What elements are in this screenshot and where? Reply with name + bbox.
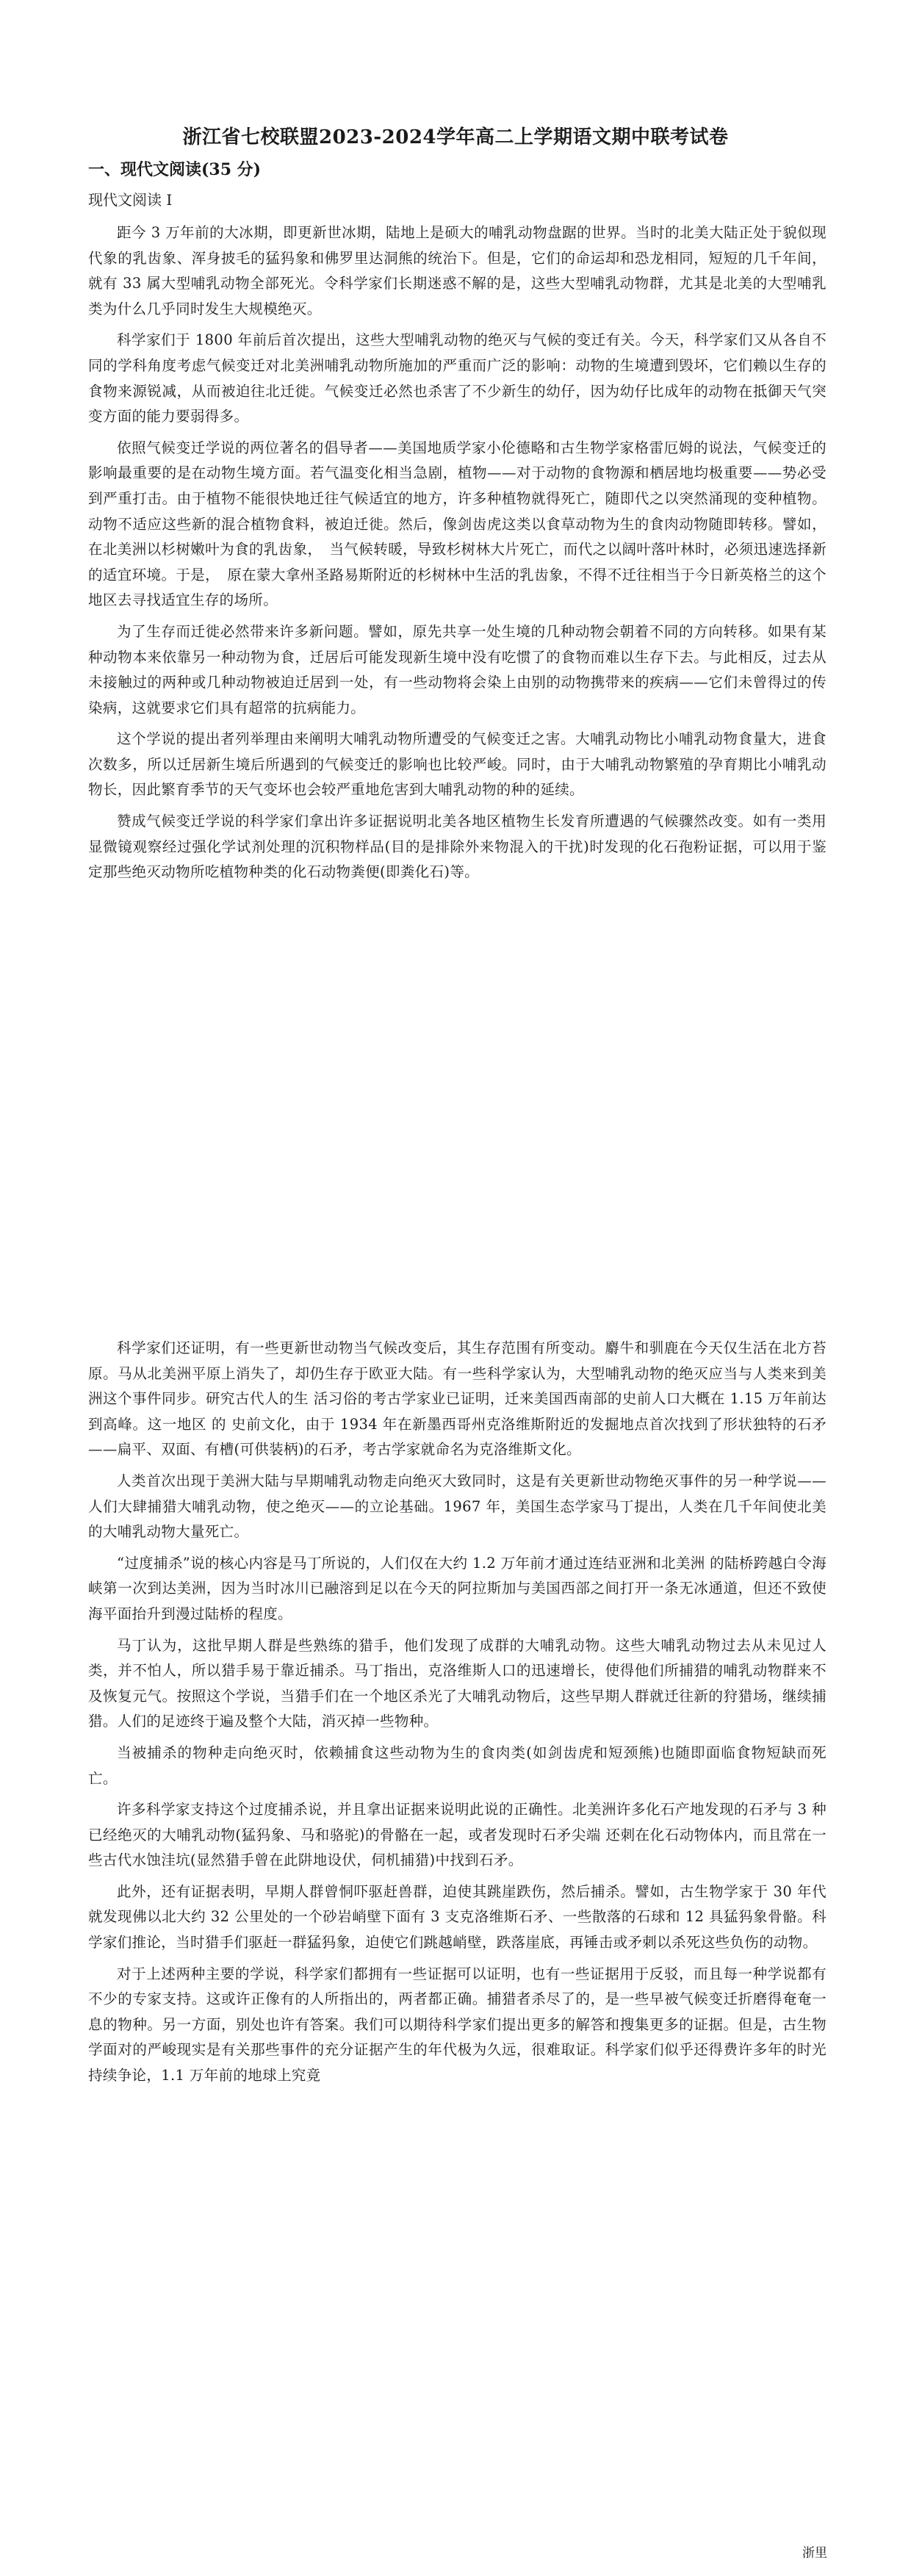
article-part-2 xyxy=(88,1336,827,2095)
paragraph: 此外，还有证据表明，早期人群曾恫吓驱赶兽群，迫使其跳崖跌伤，然后捕杀。譬如，古生物学家于 30 年代就发现佛以北大约 32 公里处的一个砂岩峭壁下面有 3 支克洛维斯石矛、一些散落的石球和 12 具猛犸象骨骼。科学家们推论，当时猎手们驱赶一群猛犸象，迫使它们跳越峭壁，跌落崖底，再锤击或矛刺以杀死这些负伤的动物。 xyxy=(88,1882,827,1951)
paragraph: 这个学说的提出者列举理由来阐明大哺乳动物所遭受的气候变迁之害。大哺乳动物比小哺乳动物食量大，进食次数多，所以迁居新生境后所遇到的气候变迁的影响也比较严峻。同时，由于大哺乳动物繁殖的孕育期比小哺乳动物长，因此繁育季节的天气变坏也会较严重地危害到大哺乳动物的种的延续。 xyxy=(88,730,827,799)
exam-title: 浙江省七校联盟2023-2024学年高二上学期语文期中联考试卷 xyxy=(182,126,729,148)
paragraph: 距今 3 万年前的大冰期，即更新世冰期，陆地上是硕大的哺乳动物盘踞的世界。当时的北美大陆正处于貌似现代象的乳齿象、浑身披毛的猛犸象和佛罗里达洞熊的统治下。但是，它们的命运却和恐龙相同，短短的几千年间，就有 33 属大型哺乳动物全部死光。令科学家们长期迷惑不解的是，这些大型哺乳动物群，尤其是北美的大型哺乳类为什么几乎同时发生大规模绝灭。 xyxy=(88,224,827,317)
paragraph: 为了生存而迁徙必然带来许多新问题。譬如，原先共享一处生境的几种动物会朝着不同的方向转移。如果有某种动物本来依靠另一种动物为食，迁居后可能发现新生境中没有吃惯了的食物而难以生存下去。与此相反，过去从未接触过的两种或几种动物被迫迁居到一处，有一些动物将会染上由别的动物携带来的疾病——它们未曾得过的传染病，这就要求它们具有超常的抗病能力。 xyxy=(88,622,827,716)
paragraph: 科学家们于 1800 年前后首次提出，这些大型哺乳动物的绝灭与气候的变迁有关。今天，科学家们又从各自不同的学科角度考虑气候变迁对北美洲哺乳动物所施加的严重而广泛的影响：动物的生境遭到毁坏，它们赖以生存的食物来源锐减，从而被迫往北迁徙。气候变迁必然也杀害了不少新生的幼仔，因为幼仔比成年的动物在抵御天气突变方面的能力要弱得多。 xyxy=(88,331,827,425)
paragraph: 许多科学家支持这个过度捕杀说，并且拿出证据来说明此说的正确性。北美洲许多化石产地发现的石矛与 3 种已经绝灭的大哺乳动物(猛犸象、马和骆驼)的骨骼在一起，或者发现时石矛尖端 还刺在化石动物体内，而且常在一些古代水蚀洼坑(显然猎手曾在此阱地设伏，伺机捕猎)中找到石矛。 xyxy=(88,1801,827,1869)
paragraph: “过度捕杀”说的核心内容是马丁所说的，人们仅在大约 1.2 万年前才通过连结亚洲和北美洲 的陆桥跨越白令海峡第一次到达美洲，因为当时冰川已融溶到足以在今天的阿拉斯加与美国西部之间打开一条无冰通道，但还不致使海平面抬升到漫过陆桥的程度。 xyxy=(88,1554,827,1622)
paragraph: 马丁认为，这批早期人群是些熟练的猎手，他们发现了成群的大哺乳动物。这些大哺乳动物过去从未见过人类，并不怕人，所以猎手易于靠近捕杀。马丁指出，克洛维斯人口的迅速增长，使得他们所捕猎的哺乳动物群来不及恢复元气。按照这个学说，当猎手们在一个地区杀光了大哺乳动物后，这些早期人群就迁往新的狩猎场，继续捕猎。人们的足迹终于遍及整个大陆，消灭掉一些物种。 xyxy=(88,1636,827,1730)
paragraph: 科学家们还证明，有一些更新世动物当气候改变后，其生存范围有所变动。麝牛和驯鹿在今天仅生活在北方苔原。马从北美洲平原上消失了，却仍生存于欧亚大陆。有一些科学家认为，大型哺乳动物的绝灭应当与人类来到美洲这个事件同步。研究古代人的生 活习俗的考古学家业已证明，迁来美国西南部的史前人口大概在 1.15 万年前达到高峰。这一地区 的 史前文化，由于 1934 年在新墨西哥州克洛维斯附近的发掘地点首次找到了形状独特的石矛——扁平、双面、有槽(可供装柄)的石矛，考古学家就命名为克洛维斯文化。 xyxy=(88,1339,827,1458)
article-part-1 xyxy=(88,220,827,891)
paragraph: 赞成气候变迁学说的科学家们拿出许多证据说明北美各地区植物生长发育所遭遇的气候骤然改变。如有一类用显微镜观察经过强化学试剂处理的沉积物样品(目的是排除外来物混入的干扰)时发现的化石孢粉证据，可以用于鉴定那些绝灭动物所吃植物种类的化石动物粪便(即粪化石)等。 xyxy=(88,813,827,881)
paragraph: 依照气候变迁学说的两位著名的倡导者——美国地质学家小伦德略和古生物学家格雷厄姆的说法，气候变迁的影响最重要的是在动物生境方面。若气温变化相当急剧，植物——对于动物的食物源和栖居地均极重要——势必受到严重打击。由于植物不能很快地迁往气候适宜的地方，许多种植物就得死亡，随即代之以突然涌现的变种植物。动物不适应这些新的混合植物食料，被迫迁徙。然后，像剑齿虎这类以食草动物为生的食肉动物随即转移。譬如，在北美洲以杉树嫩叶为食的乳齿象， 当气候转暖，导致杉树林大片死亡，而代之以阔叶落叶林时，必须迅速选择新的适宜环境。于是， 原在蒙大拿州圣路易斯附近的杉树林中生活的乳齿象，不得不迁往相当于今日新英格兰的这个地区去寻找适宜生存的场所。 xyxy=(88,439,827,609)
footer-mark: 浙里 xyxy=(802,2546,827,2561)
section-heading: 一、现代文阅读(35 分) xyxy=(88,160,262,179)
paragraph: 当被捕杀的物种走向绝灭时，依赖捕食这些动物为生的食肉类(如剑齿虎和短颈熊)也随即面临食物短缺而死亡。 xyxy=(88,1744,827,1787)
subsection-heading: 现代文阅读 I xyxy=(88,191,173,209)
paragraph: 人类首次出现于美洲大陆与早期哺乳动物走向绝灭大致同时，这是有关更新世动物绝灭事件的另一种学说——人们大肆捕猎大哺乳动物，使之绝灭——的立论基础。1967 年，美国生态学家马丁提出，人类在几千年间使北美的大哺乳动物大量死亡。 xyxy=(88,1472,827,1541)
paragraph: 对于上述两种主要的学说，科学家们都拥有一些证据可以证明，也有一些证据用于反驳，而且每一种学说都有不少的专家支持。这或许正像有的人所指出的，两者都正确。捕猎者杀尽了的，是一些早被气候变迁折磨得奄奄一息的物种。另一方面，别处也许有答案。我们可以期待科学家们提出更多的解答和搜集更多的证据。但是，古生物学面对的严峻现实是有关那些事件的充分证据产生的年代极为久远，很难取证。科学家们似乎还得费许多年的时光持续争论，1.1 万年前的地球上究竟 xyxy=(88,1965,827,2084)
